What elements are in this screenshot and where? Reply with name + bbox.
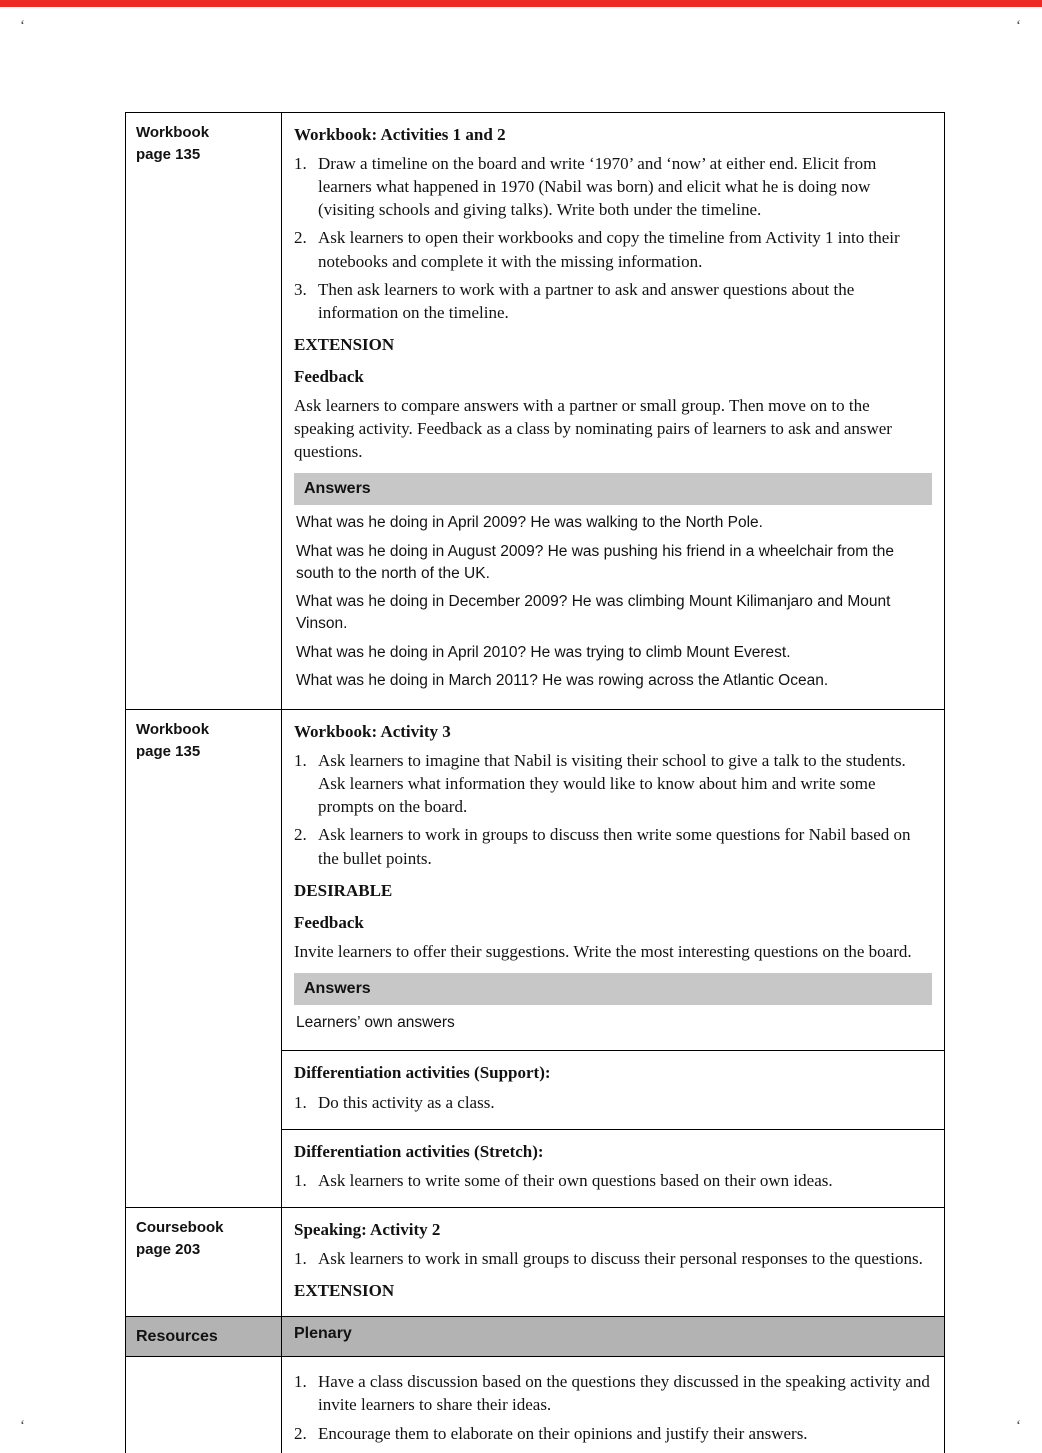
differentiation-stretch-heading: Differentiation activities (Stretch): xyxy=(294,1141,544,1161)
activity-heading: Workbook: Activities 1 and 2 xyxy=(294,125,506,144)
step-number: 1. xyxy=(294,751,307,771)
step-item xyxy=(294,749,932,818)
feedback-text: Invite learners to offer their suggestions. Write the most interesting questions on the board. xyxy=(294,941,912,961)
activity-content-stack xyxy=(282,710,944,1207)
row-plenary-content xyxy=(126,1356,944,1453)
resources-header-cell xyxy=(126,1317,282,1356)
source-label-line1: Workbook xyxy=(136,124,210,141)
feedback-label: Feedback xyxy=(294,366,364,386)
answers-header: Answers xyxy=(294,473,932,505)
desirable-label: DESIRABLE xyxy=(294,880,393,900)
crop-mark-top-right: ‘ xyxy=(1016,18,1021,34)
step-text: Ask learners to imagine that Nabil is visiting their school to give a talk to the students. Ask learners what information they would like to know about him and write some prompts on the board. xyxy=(318,751,906,817)
step-number: 1. xyxy=(294,154,307,174)
empty-left-cell xyxy=(126,1357,282,1453)
source-label-line1: Workbook xyxy=(136,720,210,738)
source-label-line2: page 135 xyxy=(136,742,201,760)
activity-content-cell xyxy=(282,113,944,709)
crop-mark-bottom-left: ‘ xyxy=(20,1418,25,1434)
extension-label: EXTENSION xyxy=(294,334,395,354)
step-text: Ask learners to write some of their own questions based on their own ideas. xyxy=(318,1170,833,1190)
answer-line: What was he doing in April 2010? He was trying to climb Mount Everest. xyxy=(296,643,791,661)
source-label-cell xyxy=(126,1208,282,1316)
source-label-cell xyxy=(126,113,282,709)
activity-3-content xyxy=(282,710,944,1050)
step-text: Ask learners to work in small groups to discuss their personal responses to the questions. xyxy=(318,1248,923,1268)
step-number: 3. xyxy=(294,279,307,299)
step-item xyxy=(294,823,932,869)
step-item xyxy=(294,152,932,221)
step-item xyxy=(294,1169,932,1192)
step-item xyxy=(294,1370,932,1416)
step-number: 1. xyxy=(294,1248,307,1268)
top-red-bar xyxy=(0,0,1042,7)
source-label-line1: Coursebook xyxy=(136,1218,224,1236)
step-item xyxy=(294,278,932,324)
activity-heading: Workbook: Activity 3 xyxy=(294,721,451,741)
step-text: Have a class discussion based on the questions they discussed in the speaking activity and invite learners to share their ideas. xyxy=(318,1372,930,1415)
plenary-content-cell xyxy=(282,1357,944,1453)
step-text: Encourage them to elaborate on their opinions and justify their answers. xyxy=(318,1423,808,1443)
lesson-plan-table xyxy=(125,112,945,1453)
plenary-label: Plenary xyxy=(294,1325,352,1343)
feedback-text: Ask learners to compare answers with a partner or small group. Then move on to the speaking activity. Feedback as a class by nominating pairs of learners to ask and answer questions. xyxy=(294,396,892,462)
differentiation-support xyxy=(282,1050,944,1128)
source-label-cell xyxy=(126,710,282,1207)
step-item xyxy=(294,1422,932,1445)
step-number: 2. xyxy=(294,228,307,248)
step-number: 2. xyxy=(294,825,307,845)
crop-mark-top-left: ‘ xyxy=(20,18,25,34)
step-number: 2. xyxy=(294,1423,307,1443)
step-text: Do this activity as a class. xyxy=(318,1092,495,1112)
step-item xyxy=(294,1091,932,1114)
row-workbook-activity-3 xyxy=(126,709,944,1207)
source-label-line2: page 203 xyxy=(136,1240,201,1258)
step-item xyxy=(294,1247,932,1270)
answer-line: What was he doing in December 2009? He was climbing Mount Kilimanjaro and Mount Vinson. xyxy=(296,593,891,632)
answer-line: What was he doing in August 2009? He was pushing his friend in a wheelchair from the south to the north of the UK. xyxy=(296,542,894,582)
answer-line: What was he doing in April 2009? He was walking to the North Pole. xyxy=(296,514,763,532)
step-text: Ask learners to work in groups to discuss then write some questions for Nabil based on the bullet points. xyxy=(318,825,911,868)
step-number: 1. xyxy=(294,1092,307,1112)
step-text: Ask learners to open their workbooks and copy the timeline from Activity 1 into their notebooks and complete it with the missing information. xyxy=(318,228,900,271)
row-speaking-activity-2 xyxy=(126,1207,944,1316)
crop-mark-bottom-right: ‘ xyxy=(1016,1418,1021,1434)
source-label-line2: page 135 xyxy=(136,145,201,163)
step-item xyxy=(294,226,932,272)
step-number: 1. xyxy=(294,1372,307,1392)
answers-header: Answers xyxy=(294,973,932,1005)
row-workbook-activities-1-2 xyxy=(126,113,944,709)
activity-heading: Speaking: Activity 2 xyxy=(294,1219,441,1239)
feedback-label: Feedback xyxy=(294,912,364,932)
activity-content-cell xyxy=(282,1208,944,1316)
differentiation-support-heading: Differentiation activities (Support): xyxy=(294,1063,551,1083)
resources-label: Resources xyxy=(136,1328,218,1346)
step-text: Draw a timeline on the board and write ‘1970’ and ‘now’ at either end. Elicit from learners what happened in 1970 (Nabil was born) and elicit what he is doing now (visiting schools and giving talks). Write both under the timeline. xyxy=(318,154,877,220)
extension-label: EXTENSION xyxy=(294,1281,395,1301)
answer-line: Learners’ own answers xyxy=(296,1013,455,1031)
step-text: Then ask learners to work with a partner to ask and answer questions about the information on the timeline. xyxy=(318,279,855,322)
step-number: 1. xyxy=(294,1170,307,1190)
row-resources-plenary xyxy=(126,1316,944,1356)
answer-line: What was he doing in March 2011? He was rowing across the Atlantic Ocean. xyxy=(296,672,829,690)
differentiation-stretch xyxy=(282,1129,944,1207)
